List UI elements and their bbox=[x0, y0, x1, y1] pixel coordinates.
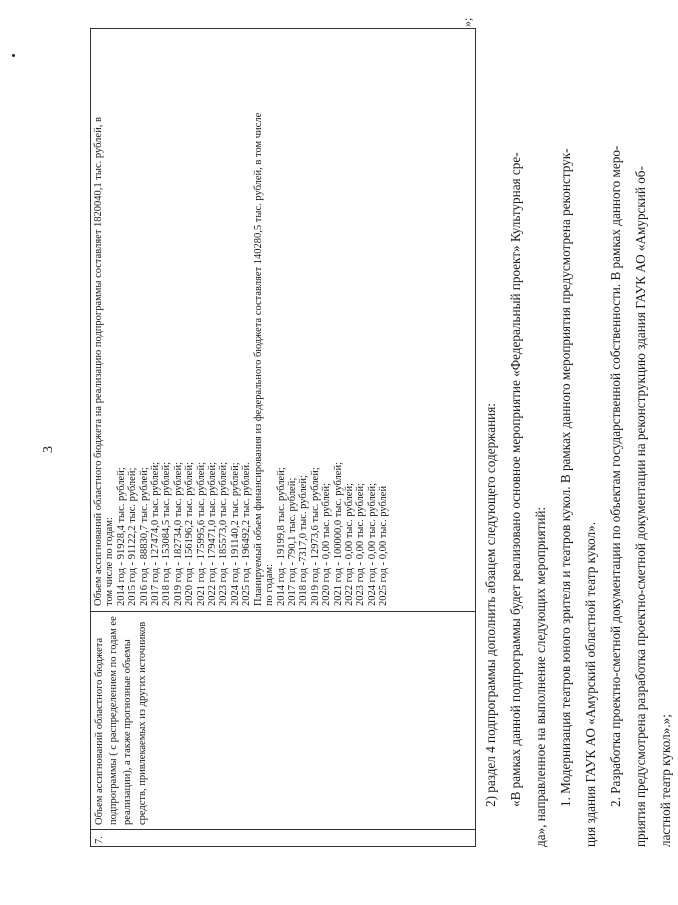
content-line: 2020 год - 156196,2 тыс. рублей; bbox=[184, 461, 196, 606]
row-number: 7. bbox=[91, 829, 475, 846]
content-line: 2019 год - 12973,6 тыс. рублей; bbox=[309, 467, 321, 606]
content-line: 2024 год - 191140,2 тыс. рублей; bbox=[229, 462, 241, 606]
amendment-line: «В рамках данной подпрограммы будет реализовано основное мероприятие «Федеральный проект» Культурная сре- bbox=[508, 152, 523, 807]
content-line: 2016 год - 88830,7 тыс. рублей; bbox=[138, 467, 150, 606]
content-line: 2024 год - 0,00 тыс. рублей; bbox=[366, 482, 378, 606]
content-line: 2025 год - 196492,2 тыс. рублей. bbox=[241, 462, 253, 606]
content-line: 2017 год - 127474,0 тыс. рублей; bbox=[150, 461, 162, 606]
row-content bbox=[91, 29, 475, 611]
subprogram-table bbox=[90, 28, 476, 847]
amendment-line: приятия предусмотрена разработка проектно-сметной документации на реконструкцию здания ГАУК АО «Амурский об- bbox=[633, 166, 648, 847]
amendment-line: 1. Модернизация театров юного зрителя и театров кукол. В рамках данного мероприятия предусмотрена реконструк- bbox=[558, 148, 573, 807]
amendment-line: да», направленное на выполнение следующих мероприятий: bbox=[533, 506, 548, 847]
content-line: Планируемый объем финансирования из федерального бюджета составляет 140280,5 тыс. рублей, в том числе bbox=[252, 112, 264, 606]
amendment-line: 2) раздел 4 подпрограммы дополнить абзацем следующего содержания: bbox=[483, 403, 498, 807]
amendment-line: ция здания ГАУК АО «Амурский областной театр кукол». bbox=[583, 521, 598, 847]
content-line: по годам: bbox=[264, 563, 276, 606]
content-line: 2014 год - 19199,8 тыс. рублей; bbox=[275, 467, 287, 606]
content-line: 2023 год - 185573,0 тыс. рублей; bbox=[218, 461, 230, 606]
content-line: том числе по годам: bbox=[104, 517, 116, 606]
amendment-text bbox=[478, 17, 678, 847]
content-line: 2022 год - 179471,0 тыс. рублей; bbox=[207, 461, 219, 606]
content-line: 2017 год - 790,1 тыс. рублей; bbox=[286, 477, 298, 606]
scan-mark bbox=[12, 54, 15, 57]
content-line: 2021 год - 175995,6 тыс. рублей; bbox=[195, 461, 207, 606]
content-line: 2025 год - 0,00 тыс. рублей bbox=[378, 485, 390, 606]
content-line: 2021 год - 100000,0 тыс. рублей; bbox=[332, 461, 344, 606]
content-line: 2022 год - 0,00 тыс. рублей; bbox=[343, 482, 355, 606]
amendment-line: ластной театр кукол».»; bbox=[658, 714, 673, 847]
page-number: 3 bbox=[41, 446, 56, 453]
table-closing-mark: »; bbox=[460, 17, 474, 27]
content-line: 2018 год -7317,0 тыс. рублей; bbox=[298, 475, 310, 606]
content-line: 2018 год - 153084,5 тыс. рублей; bbox=[161, 461, 173, 606]
amendment-line: 2. Разработка проектно-сметной документации по объектам государственной собственности. В рамках данного меро- bbox=[608, 145, 623, 807]
content-line: 2015 год - 91122,2 тыс. рублей; bbox=[127, 467, 139, 606]
content-line: 2019 год - 182734,0 тыс. рублей; bbox=[172, 461, 184, 606]
content-line: 2020 год - 0,00 тыс. рублей; bbox=[321, 482, 333, 606]
content-line: Объем ассигнований областного бюджета на реализацию подпрограммы составляет 1820040,1 тыс. рублей, в bbox=[93, 117, 104, 606]
row-label: Объем ассигнований областного бюджета подпрограммы ( с распределением по годам ее реализации), а также прогнозные объемы средств, привлекаемых из других источников bbox=[91, 611, 475, 829]
content-line: 2023 год - 0,00 тыс. рублей; bbox=[355, 482, 367, 606]
content-line: 2014 год - 91928,4 тыс. рублей; bbox=[115, 467, 127, 606]
